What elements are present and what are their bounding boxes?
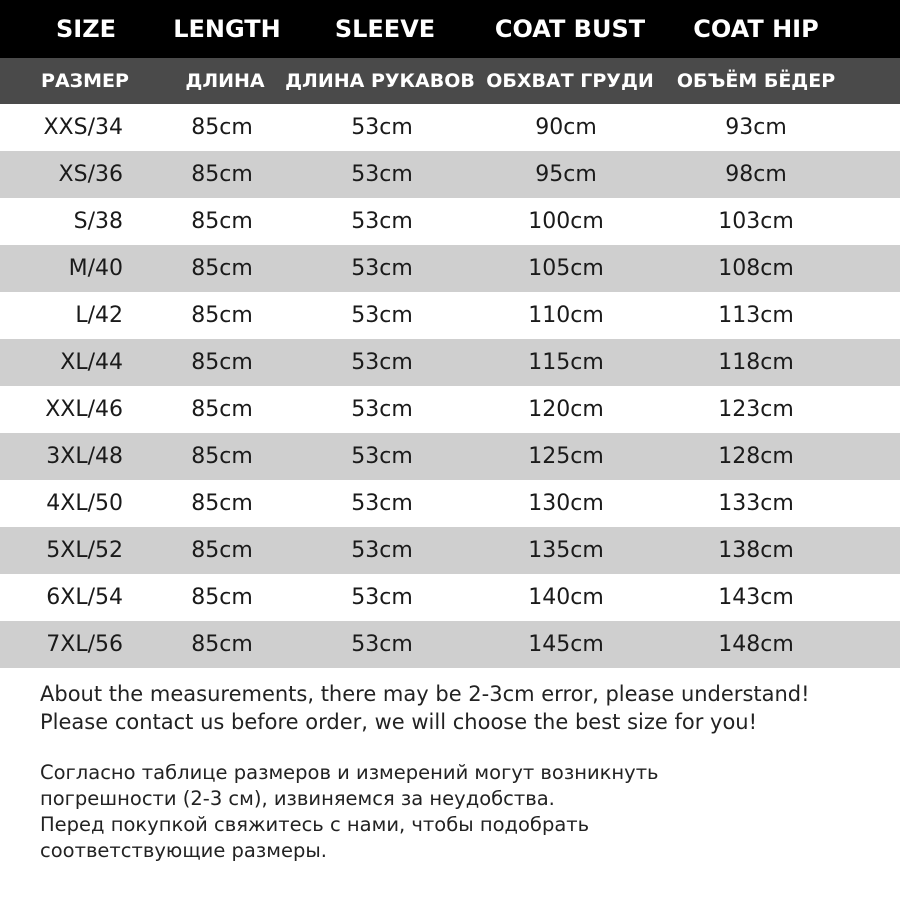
- note-en-line: Please contact us before order, we will choose the best size for you!: [40, 710, 758, 734]
- header-coat-hip-ru: ОБЪЁМ БЁДЕР: [676, 70, 836, 92]
- header-sleeve: SLEEVE: [334, 15, 436, 43]
- size-cell: XXL/46: [45, 397, 123, 422]
- bust-cell: 115cm: [528, 350, 604, 375]
- sleeve-cell: 53cm: [351, 632, 413, 657]
- header-length-ru: ДЛИНА: [185, 70, 265, 92]
- note-ru-line: соответствующие размеры.: [40, 839, 327, 862]
- hip-cell: 143cm: [718, 585, 794, 610]
- table-row: [0, 292, 900, 339]
- size-cell: 7XL/56: [46, 632, 123, 657]
- note-ru-line: погрешности (2-3 см), извиняемся за неудобства.: [40, 787, 555, 810]
- header-sleeve-ru: ДЛИНА РУКАВОВ: [285, 70, 475, 92]
- table-row: [0, 104, 900, 151]
- hip-cell: 138cm: [718, 538, 794, 563]
- size-cell: XXS/34: [43, 115, 123, 140]
- length-cell: 85cm: [191, 115, 253, 140]
- size-cell: 4XL/50: [46, 491, 123, 516]
- size-cell: L/42: [75, 303, 123, 328]
- length-cell: 85cm: [191, 303, 253, 328]
- header-coat-bust-ru: ОБХВАТ ГРУДИ: [486, 70, 654, 92]
- hip-cell: 108cm: [718, 256, 794, 281]
- header-row-english: [0, 0, 900, 58]
- sleeve-cell: 53cm: [351, 256, 413, 281]
- bust-cell: 110cm: [528, 303, 604, 328]
- bust-cell: 140cm: [528, 585, 604, 610]
- length-cell: 85cm: [191, 162, 253, 187]
- header-coat-bust: COAT BUST: [494, 15, 646, 43]
- note-ru-line: Перед покупкой свяжитесь с нами, чтобы подобрать: [40, 813, 590, 836]
- sleeve-cell: 53cm: [351, 162, 413, 187]
- note-en-line: About the measurements, there may be 2-3cm error, please understand!: [40, 682, 810, 706]
- length-cell: 85cm: [191, 491, 253, 516]
- table-row: [0, 480, 900, 527]
- length-cell: 85cm: [191, 256, 253, 281]
- table-row: [0, 433, 900, 480]
- sleeve-cell: 53cm: [351, 585, 413, 610]
- sleeve-cell: 53cm: [351, 444, 413, 469]
- bust-cell: 120cm: [528, 397, 604, 422]
- bust-cell: 125cm: [528, 444, 604, 469]
- header-row-russian: [0, 58, 900, 104]
- size-cell: 3XL/48: [46, 444, 123, 469]
- sleeve-cell: 53cm: [351, 538, 413, 563]
- length-cell: 85cm: [191, 585, 253, 610]
- size-cell: M/40: [68, 256, 123, 281]
- table-row: [0, 527, 900, 574]
- sleeve-cell: 53cm: [351, 303, 413, 328]
- length-cell: 85cm: [191, 397, 253, 422]
- sleeve-cell: 53cm: [351, 209, 413, 234]
- header-coat-hip: COAT HIP: [693, 15, 819, 43]
- hip-cell: 133cm: [718, 491, 794, 516]
- header-size: SIZE: [55, 15, 116, 43]
- bust-cell: 90cm: [535, 115, 597, 140]
- length-cell: 85cm: [191, 538, 253, 563]
- length-cell: 85cm: [191, 209, 253, 234]
- bust-cell: 135cm: [528, 538, 604, 563]
- size-cell: XS/36: [58, 162, 123, 187]
- table-row: [0, 245, 900, 292]
- header-size-ru: РАЗМЕР: [41, 70, 129, 92]
- hip-cell: 113cm: [718, 303, 794, 328]
- bust-cell: 105cm: [528, 256, 604, 281]
- table-row: [0, 574, 900, 621]
- hip-cell: 148cm: [718, 632, 794, 657]
- hip-cell: 123cm: [718, 397, 794, 422]
- sleeve-cell: 53cm: [351, 115, 413, 140]
- size-cell: XL/44: [60, 350, 123, 375]
- size-cell: S/38: [73, 209, 123, 234]
- note-ru-line: Согласно таблице размеров и измерений могут возникнуть: [40, 761, 659, 784]
- sleeve-cell: 53cm: [351, 350, 413, 375]
- bust-cell: 145cm: [528, 632, 604, 657]
- bust-cell: 95cm: [535, 162, 597, 187]
- table-row: [0, 339, 900, 386]
- size-cell: 6XL/54: [46, 585, 123, 610]
- table-row: [0, 386, 900, 433]
- hip-cell: 118cm: [718, 350, 794, 375]
- hip-cell: 93cm: [725, 115, 787, 140]
- sleeve-cell: 53cm: [351, 491, 413, 516]
- bust-cell: 130cm: [528, 491, 604, 516]
- measurement-notes: [40, 680, 880, 864]
- table-row: [0, 198, 900, 245]
- hip-cell: 103cm: [718, 209, 794, 234]
- size-cell: 5XL/52: [46, 538, 123, 563]
- header-length: LENGTH: [173, 15, 281, 43]
- length-cell: 85cm: [191, 444, 253, 469]
- hip-cell: 98cm: [725, 162, 787, 187]
- length-cell: 85cm: [191, 350, 253, 375]
- bust-cell: 100cm: [528, 209, 604, 234]
- sleeve-cell: 53cm: [351, 397, 413, 422]
- hip-cell: 128cm: [718, 444, 794, 469]
- table-row: [0, 151, 900, 198]
- table-row: [0, 621, 900, 668]
- length-cell: 85cm: [191, 632, 253, 657]
